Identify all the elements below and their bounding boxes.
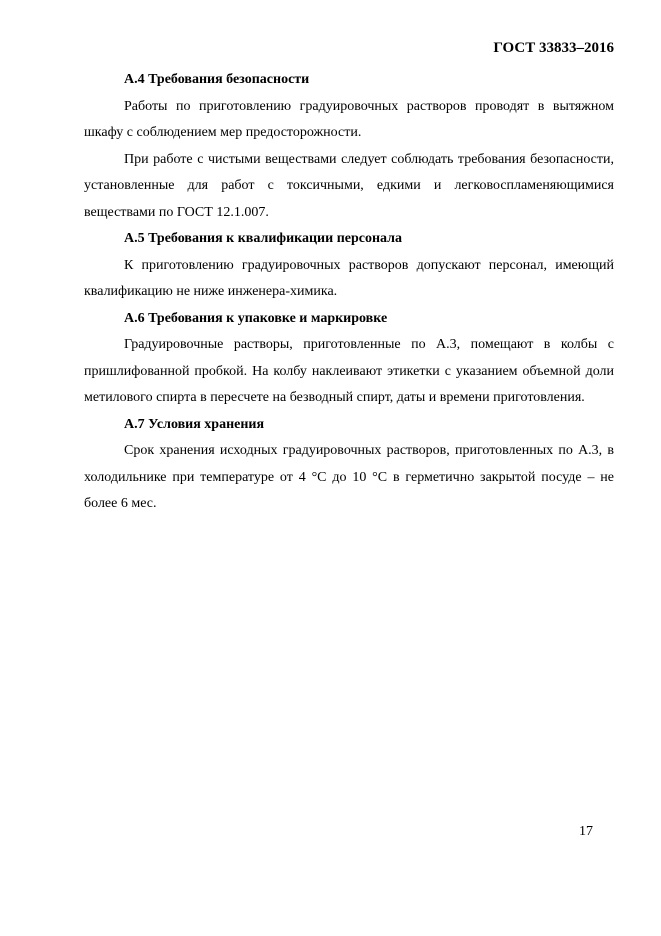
section-a6 xyxy=(84,306,614,412)
section-title: А.7 Условия хранения xyxy=(124,416,265,432)
section-a4 xyxy=(84,67,614,226)
document-header: ГОСТ 33833–2016 xyxy=(493,40,614,56)
paragraph: При работе с чистыми веществами следует соблюдать требования безопасности, установленные для работ с токсичными, едкими и легковоспламеняющимися веществами по ГОСТ 12.1.007. xyxy=(84,151,614,220)
paragraph: Срок хранения исходных градуировочных растворов, приготовленных по А.3, в холодильнике при температуре от 4 °С до 10 °С в герметично закрытой посуде – не более 6 мес. xyxy=(84,443,614,511)
paragraph: К приготовлению градуировочных растворов допускают персонал, имеющий квалификацию не ниже инженера-химика. xyxy=(84,257,614,299)
section-a5 xyxy=(84,226,614,306)
page-number: 17 xyxy=(579,824,593,839)
section-title: А.4 Требования безопасности xyxy=(124,72,310,87)
paragraph: Градуировочные растворы, приготовленные по А.3, помещают в колбы с пришлифованной пробкой. На колбу наклеивают этикетки с указанием объемной доли метилового спирта в пересчете на безводный спирт, даты и времени приготовления. xyxy=(84,337,614,405)
document-body xyxy=(84,67,614,518)
section-title: А.6 Требования к упаковке и маркировке xyxy=(124,310,388,326)
section-title: А.5 Требования к квалификации персонала xyxy=(124,231,403,246)
section-a7 xyxy=(84,412,614,518)
paragraph: Работы по приготовлению градуировочных растворов проводят в вытяжном шкафу с соблюдением мер предосторожности. xyxy=(84,98,614,140)
